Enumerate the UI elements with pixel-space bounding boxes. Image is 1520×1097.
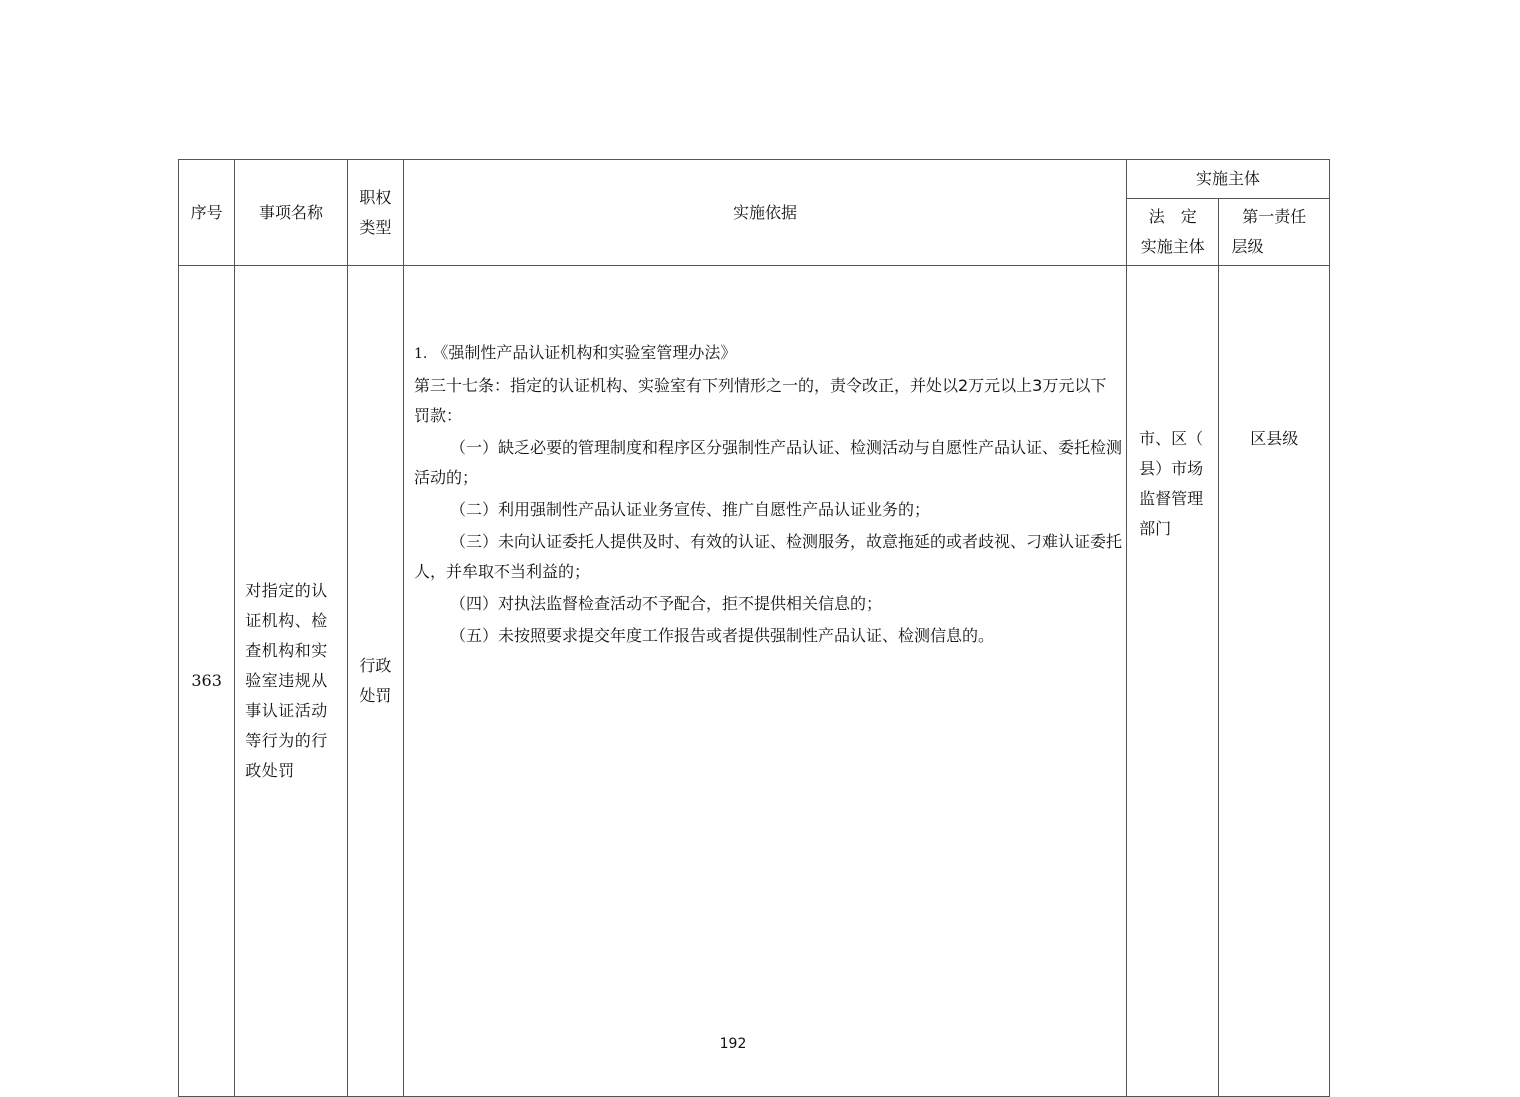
- row-seq: 363: [179, 266, 235, 1097]
- basis-item: （一）缺乏必要的管理制度和程序区分强制性产品认证、检测活动与自愿性产品认证、委托检测活动的；: [413, 438, 1122, 487]
- basis-title: [414, 338, 1122, 369]
- legal-subject-line: 市、区（: [1139, 429, 1204, 448]
- row-legal-subject: [1127, 266, 1219, 1097]
- header-legal-line1: 法 定: [1148, 207, 1197, 226]
- header-name: 事项名称: [235, 160, 347, 266]
- header-row-1: [179, 160, 1330, 199]
- header-type: [347, 160, 403, 266]
- item-name-line: 查机构和实: [245, 641, 328, 660]
- item-name-line: 对指定的认: [245, 581, 328, 600]
- header-legal-line2: 实施主体: [1140, 237, 1205, 256]
- row-implementation-basis: [403, 266, 1126, 1097]
- header-type-line2: 类型: [359, 217, 392, 237]
- legal-subject-line: 部门: [1139, 519, 1172, 538]
- row-item-name: [235, 266, 347, 1097]
- header-basis: 实施依据: [403, 160, 1126, 266]
- item-name-line: 证机构、检: [245, 611, 328, 630]
- basis-title-number: 1.: [413, 346, 428, 362]
- header-type-line1: 职权: [359, 187, 392, 207]
- row-responsibility-level: 区县级: [1219, 266, 1330, 1097]
- legal-subject-line: 县）市场: [1139, 459, 1204, 478]
- basis-item: （四）对执法监督检查活动不予配合，拒不提供相关信息的；: [449, 594, 882, 613]
- header-level-line1: 第一责任: [1242, 207, 1307, 226]
- authority-type-line: 处罚: [359, 686, 392, 705]
- legal-subject-line: 监督管理: [1139, 489, 1204, 508]
- table-row: [179, 266, 1330, 1097]
- item-name-line: 政处罚: [245, 761, 295, 780]
- page-number: 192: [719, 1036, 747, 1052]
- item-name-line: 验室违规从: [245, 671, 328, 690]
- basis-item: （二）利用强制性产品认证业务宣传、推广自愿性产品认证业务的；: [449, 500, 930, 519]
- authority-type-line: 行政: [359, 656, 392, 675]
- row-authority-type: [347, 266, 403, 1097]
- basis-item: （三）未向认证委托人提供及时、有效的认证、检测服务，故意拖延的或者歧视、刁难认证委托人，并牟取不当利益的；: [413, 532, 1122, 581]
- item-name-line: 等行为的行: [245, 731, 328, 750]
- header-subject: 实施主体: [1127, 160, 1330, 199]
- header-responsibility-level: [1219, 199, 1330, 266]
- header-legal-subject: [1127, 199, 1219, 266]
- item-name-line: 事认证活动: [245, 701, 328, 720]
- basis-title-text: 《强制性产品认证机构和实验室管理办法》: [432, 343, 737, 362]
- basis-item: （五）未按照要求提交年度工作报告或者提供强制性产品认证、检测信息的。: [449, 626, 994, 645]
- header-level-line2: 层级: [1231, 237, 1264, 256]
- basis-article: 第三十七条：指定的认证机构、实验室有下列情形之一的，责令改正，并处以2万元以上3万元以下罚款：: [413, 376, 1107, 425]
- authority-table: [178, 159, 1330, 1097]
- header-seq: 序号: [179, 160, 235, 266]
